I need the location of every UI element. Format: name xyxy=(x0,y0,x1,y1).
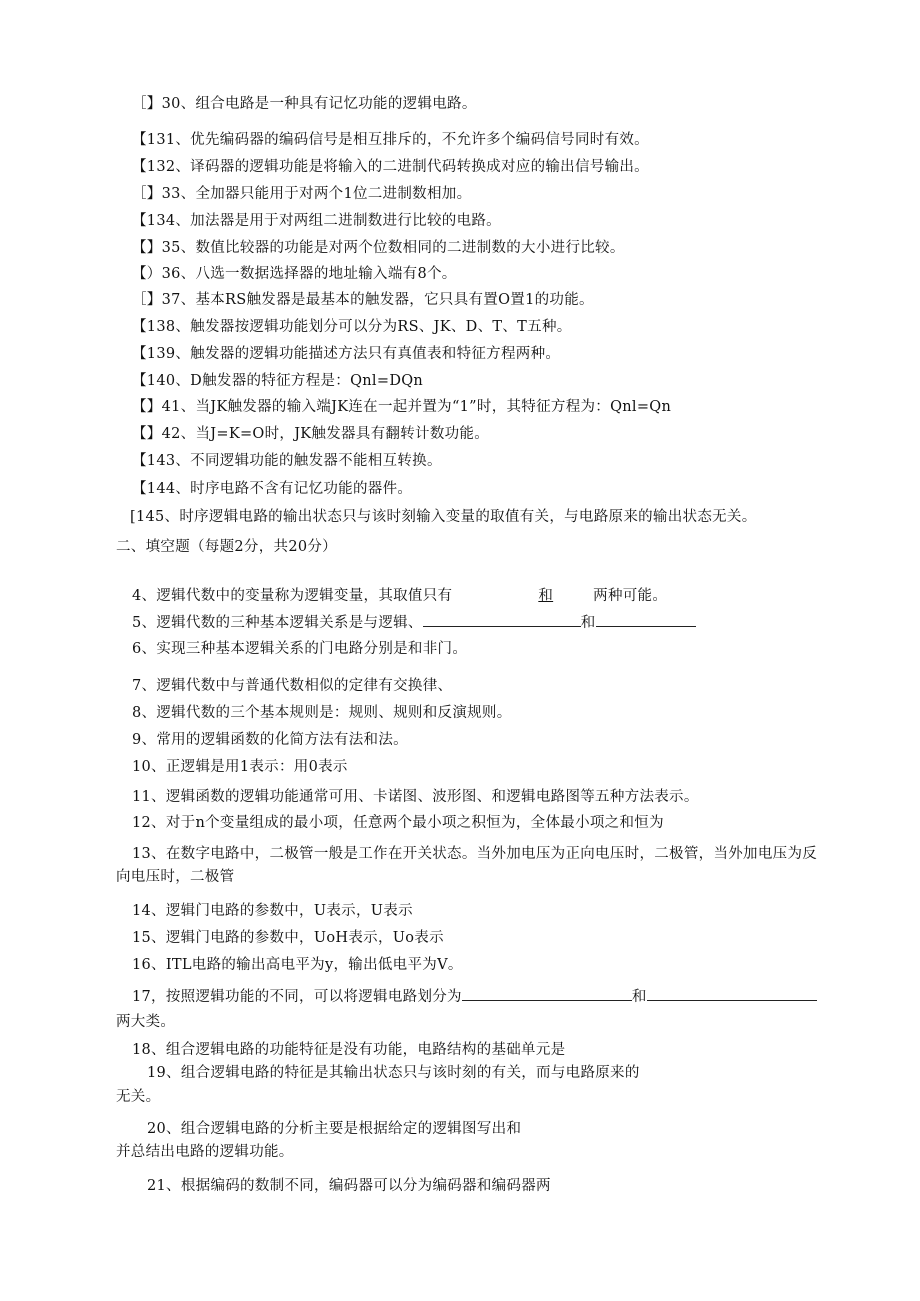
judge-item-44: 【144、时序电路不含有记忆功能的器件。 xyxy=(132,481,413,497)
judge-item-30: ［】30、组合电路是一种具有记忆功能的逻辑电路。 xyxy=(132,96,477,112)
judge-item-36: 【）36、八选一数据选择器的地址输入端有8个。 xyxy=(132,266,457,282)
fill-q19-line2: 无关。 xyxy=(116,1089,161,1105)
blank-line[interactable] xyxy=(423,612,581,627)
judge-item-31: 【131、优先编码器的编码信号是相互排斥的，不允许多个编码信号同时有效。 xyxy=(132,132,649,148)
fill-q12: 12、对于n个变量组成的最小项，任意两个最小项之积恒为，全体最小项之和恒为 xyxy=(132,815,664,831)
fill-q9: 9、常用的逻辑函数的化简方法有法和法。 xyxy=(132,732,408,748)
fill-q6: 6、实现三种基本逻辑关系的门电路分别是和非门。 xyxy=(132,641,468,657)
judge-item-38: 【138、触发器按逻辑功能划分可以分为RS、JK、D、T、T五种。 xyxy=(132,319,572,335)
judge-item-45: [145、时序逻辑电路的输出状态只与该时刻输入变量的取值有关，与电路原来的输出状态无关。 xyxy=(130,509,757,525)
fill-q17-line2: 两大类。 xyxy=(116,1014,176,1030)
fill-q10: 10、正逻辑是用1表示：用0表示 xyxy=(132,759,348,775)
judge-item-33: ［】33、全加器只能用于对两个1位二进制数相加。 xyxy=(132,186,472,202)
judge-item-40: 【140、D触发器的特征方程是：Qnl=DQn xyxy=(132,373,424,389)
fill-q5: 5、逻辑代数的三种基本逻辑关系是与逻辑、 和 xyxy=(132,612,696,633)
blank-line[interactable] xyxy=(647,986,817,1001)
fill-q13-line2: 向电压时，二极管 xyxy=(116,869,235,885)
judge-item-35: 【】35、数值比较器的功能是对两个位数相同的二进制数的大小进行比较。 xyxy=(132,240,625,256)
fill-q15: 15、逻辑门电路的参数中，UoH表示，Uo表示 xyxy=(132,930,444,946)
fill-q20-line2: 并总结出电路的逻辑功能。 xyxy=(116,1144,294,1160)
fill-q4-and: 和 xyxy=(538,588,554,604)
fill-q11: 11、逻辑函数的逻辑功能通常可用、卡诺图、波形图、和逻辑电路图等五种方法表示。 xyxy=(132,789,699,805)
fill-q16: 16、ITL电路的输出高电平为y，输出低电平为V。 xyxy=(132,957,463,973)
fill-q7: 7、逻辑代数中与普通代数相似的定律有交换律、 xyxy=(132,678,453,694)
fill-q18: 18、组合逻辑电路的功能特征是没有功能，电路结构的基础单元是 xyxy=(132,1042,566,1058)
judge-item-34: 【134、加法器是用于对两组二进制数进行比较的电路。 xyxy=(132,213,501,229)
fill-q19-line1: 19、组合逻辑电路的特征是其输出状态只与该时刻的有关，而与电路原来的 xyxy=(147,1065,640,1081)
blank-line[interactable] xyxy=(462,986,632,1001)
section-title: 二、填空题（每题2分，共20分） xyxy=(116,539,337,555)
judge-item-32: 【132、译码器的逻辑功能是将输入的二进制代码转换成对应的输出信号输出。 xyxy=(132,159,649,175)
fill-q8: 8、逻辑代数的三个基本规则是：规则、规则和反演规则。 xyxy=(132,705,512,721)
judge-item-43: 【143、不同逻辑功能的触发器不能相互转换。 xyxy=(132,453,442,469)
judge-item-42: 【】42、当J=K=O时，JK触发器具有翻转计数功能。 xyxy=(132,426,490,442)
judge-item-39: 【139、触发器的逻辑功能描述方法只有真值表和特征方程两种。 xyxy=(132,346,561,362)
judge-item-41: 【】41、当JK触发器的输入端JK连在一起并置为“1”时，其特征方程为：Qnl=Qn xyxy=(132,399,672,415)
fill-q14: 14、逻辑门电路的参数中，U表示，U表示 xyxy=(132,903,413,919)
fill-q20-line1: 20、组合逻辑电路的分析主要是根据给定的逻辑图写出和 xyxy=(147,1121,522,1137)
fill-q17: 17，按照逻辑功能的不同，可以将逻辑电路划分为 和 xyxy=(132,986,817,1007)
fill-q13-line1: 13、在数字电路中，二极管一般是工作在开关状态。当外加电压为正向电压时，二极管，当外加电压为反 xyxy=(132,846,818,862)
fill-q4: 4、逻辑代数中的变量称为逻辑变量，其取值只有 和 两种可能。 xyxy=(132,588,668,604)
fill-q21: 21、根据编码的数制不同，编码器可以分为编码器和编码器两 xyxy=(147,1178,551,1194)
blank-line[interactable] xyxy=(596,612,696,627)
judge-item-37: ［】37、基本RS触发器是最基本的触发器，它只具有置O置1的功能。 xyxy=(132,292,594,308)
